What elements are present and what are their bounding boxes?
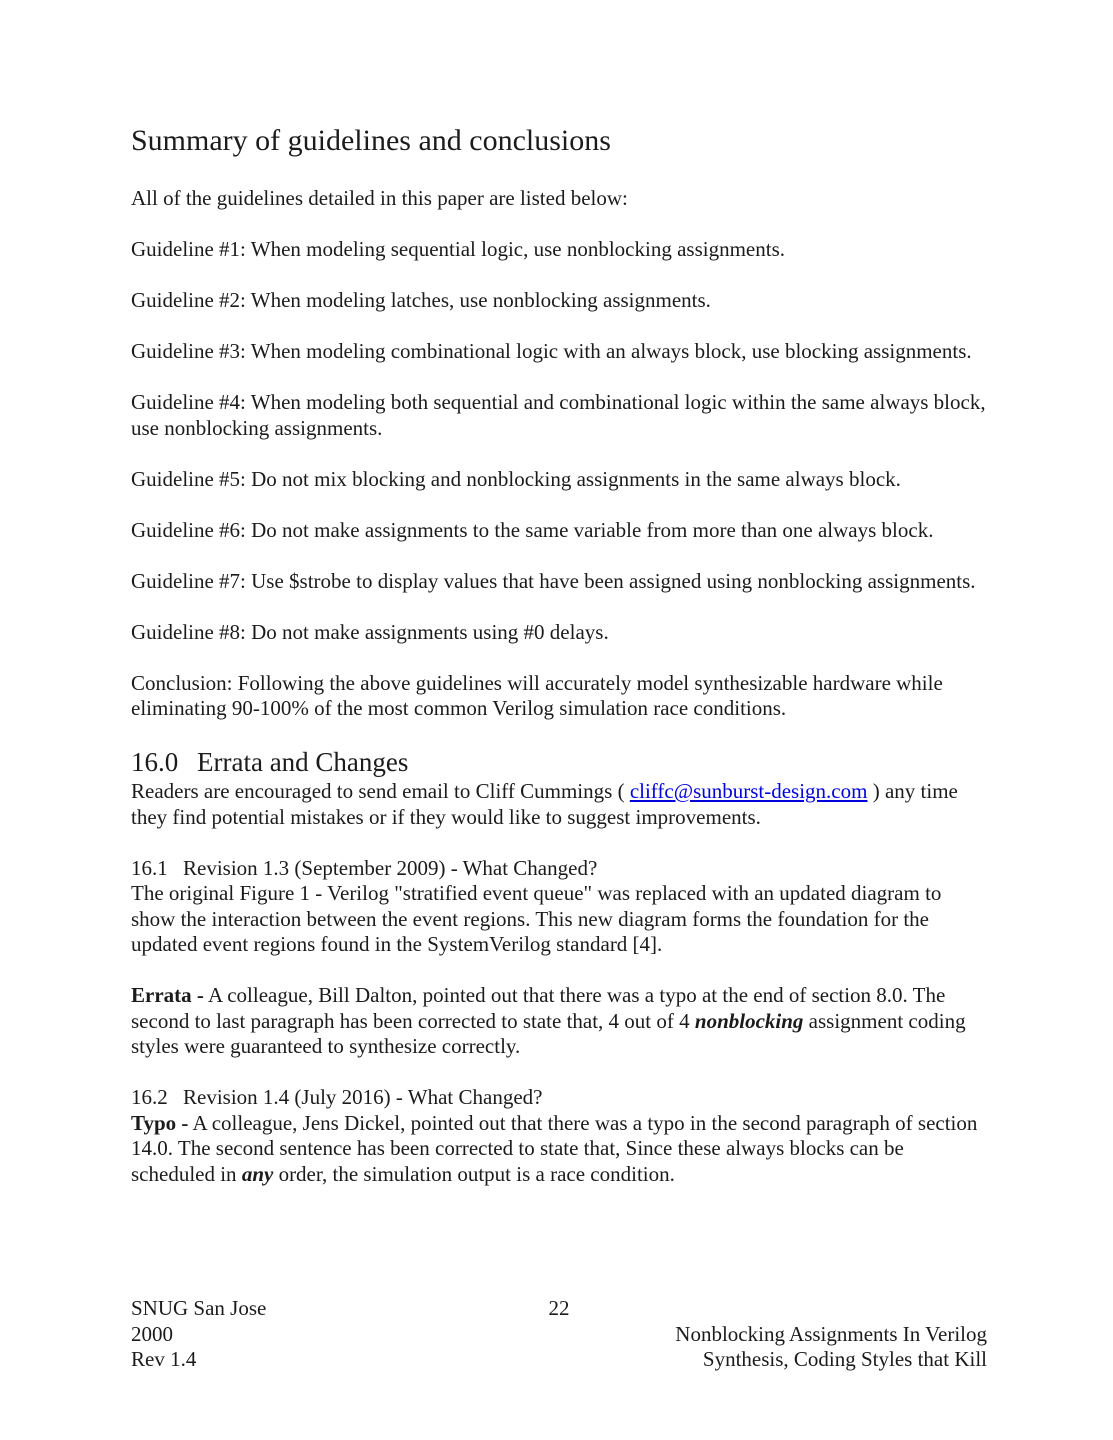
intro-paragraph: All of the guidelines detailed in this paper are listed below:: [131, 186, 628, 210]
guideline-6: Guideline #6: Do not make assignments to the same variable from more than one always block.: [131, 517, 934, 542]
footer-left-line: Rev 1.4: [131, 1347, 197, 1371]
errata-text-after: assignment coding styles were guaranteed to synthesize correctly.: [131, 1008, 966, 1058]
page-title: Summary of guidelines and conclusions: [131, 124, 611, 157]
conclusion-paragraph: Conclusion: Following the above guidelines will accurately model synthesizable hardware while eliminating 90-100% of the most common Verilog simulation race conditions.: [131, 670, 943, 720]
readers-text-before: Readers are encouraged to send email to Cliff Cummings (: [131, 779, 630, 803]
subsection-heading-16-2: [131, 1085, 987, 1111]
page-footer: [131, 1296, 987, 1373]
errata-emphasis: nonblocking: [694, 1008, 804, 1033]
typo-text-after: order, the simulation output is a race condition.: [273, 1161, 675, 1186]
section-number: 16.0: [131, 747, 179, 777]
subsection-heading-16-1: [131, 856, 987, 882]
subsection-heading-text: Revision 1.3 (September 2009) - What Changed?: [183, 855, 598, 880]
errata-label: Errata -: [131, 983, 204, 1007]
guideline-7: Guideline #7: Use $strobe to display values that have been assigned using nonblocking assignments.: [131, 568, 976, 593]
guideline-5: Guideline #5: Do not mix blocking and nonblocking assignments in the same always block.: [131, 466, 901, 491]
guideline-4: Guideline #4: When modeling both sequential and combinational logic within the same always block, use nonblocking assignments.: [131, 390, 986, 440]
readers-paragraph: [131, 779, 987, 830]
typo-text-before: A colleague, Jens Dickel, pointed out that there was a typo in the second paragraph of section 14.0. The second sentence has been corrected to state that, Since these always blocks can be scheduled in: [131, 1110, 978, 1186]
typo-label: Typo -: [131, 1110, 189, 1135]
email-link[interactable]: cliffc@sunburst-design.com: [629, 779, 868, 803]
typo-emphasis: any: [241, 1161, 274, 1186]
page-number: 22: [548, 1296, 570, 1320]
section-heading-errata: [131, 747, 987, 777]
guideline-1: Guideline #1: When modeling sequential logic, use nonblocking assignments.: [131, 237, 786, 261]
subsection-number: 16.2: [131, 1085, 168, 1109]
section-heading-text: Errata and Changes: [197, 747, 409, 777]
revision-13-paragraph: The original Figure 1 - Verilog "stratified event queue" was replaced with an updated diagram to show the interaction between the event regions. This new diagram forms the foundation for the updated event regions found in the SystemVerilog standard [4].: [131, 881, 942, 956]
page-content: [131, 124, 987, 1213]
subsection-number: 16.1: [131, 855, 168, 880]
footer-right-line: Synthesis, Coding Styles that Kill: [702, 1347, 987, 1371]
guideline-2: Guideline #2: When modeling latches, use nonblocking assignments.: [131, 288, 711, 312]
guideline-8: Guideline #8: Do not make assignments using #0 delays.: [131, 619, 609, 644]
errata-paragraph: [131, 983, 987, 1060]
footer-right-block: [675, 1322, 987, 1373]
footer-left-line: 2000: [131, 1321, 173, 1346]
typo-paragraph: [131, 1111, 987, 1188]
readers-text-after: ) any time they find potential mistakes or if they would like to suggest improvements.: [131, 779, 958, 829]
subsection-heading-text: Revision 1.4 (July 2016) - What Changed?: [183, 1085, 543, 1109]
errata-text-before: A colleague, Bill Dalton, pointed out that there was a typo at the end of section 8.0. The second to last paragraph has been corrected to state that, 4 out of 4: [131, 983, 946, 1033]
footer-right-line: Nonblocking Assignments In Verilog: [675, 1321, 987, 1346]
guideline-3: Guideline #3: When modeling combinational logic with an always block, use blocking assignments.: [131, 339, 972, 363]
footer-left-line: SNUG San Jose: [131, 1296, 267, 1320]
